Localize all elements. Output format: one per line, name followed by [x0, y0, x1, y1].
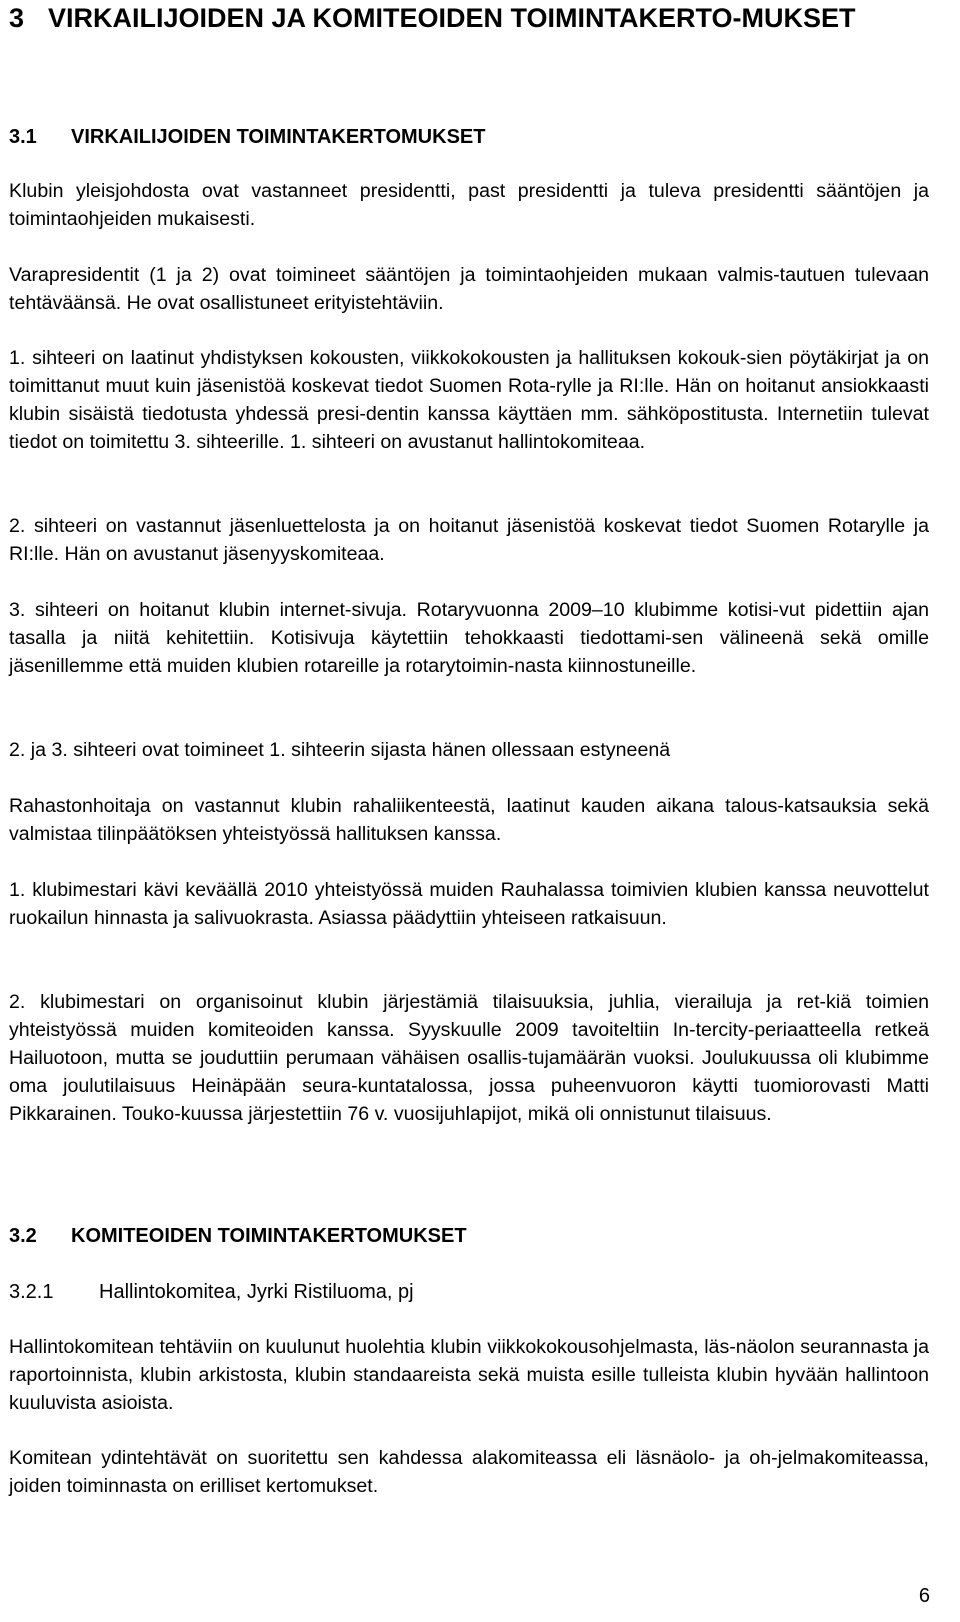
paragraph-secretary-2: 2. sihteeri on vastannut jäsenluettelosta ja on hoitanut jäsenistöä koskevat tiedot Suomen Rotarylle ja RI:lle. Hän on avustanut jäsenyyskomiteaa.	[9, 515, 929, 565]
paragraph-treasurer: Rahastonhoitaja on vastannut klubin rahaliikenteestä, laatinut kauden aikana talous-katsauksia sekä valmistaa tilinpäätöksen yhteistyössä hallituksen kanssa.	[9, 795, 929, 845]
page-number: 6	[918, 1585, 930, 1607]
paragraph-secretaries-substitute: 2. ja 3. sihteeri ovat toimineet 1. sihteerin sijasta hänen ollessaan estyneenä	[9, 739, 671, 761]
paragraph-administration-committee: Hallintokomitean tehtäviin on kuulunut huolehtia klubin viikkokokousohjelmasta, läs-näolon seurannasta ja raportoinnista, klubin arkistosta, klubin standaareista sekä muista esille tulleista klubin hyvään hallintoon kuuluvista asioista.	[9, 1336, 929, 1414]
paragraph-general-management: Klubin yleisjohdosta ovat vastanneet presidentti, past presidentti ja tuleva presidentti sääntöjen ja toimintaohjeiden mukaisesti.	[9, 180, 929, 230]
paragraph-vice-presidents: Varapresidentit (1 ja 2) ovat toimineet sääntöjen ja toimintaohjeiden mukaan valmis-tautuen tulevaan tehtäväänsä. He ovat osallistuneet erityistehtäviin.	[9, 264, 929, 314]
paragraph-committee-core-tasks: Komitean ydintehtävät on suoritettu sen kahdessa alakomiteassa eli läsnäolo- ja oh-jelmakomiteassa, joiden toiminnasta on erilliset kertomukset.	[9, 1447, 929, 1497]
subsection-number: 3.2.1	[9, 1281, 54, 1303]
section-number: 3.2	[9, 1225, 37, 1247]
chapter-title: VIRKAILIJOIDEN JA KOMITEOIDEN TOIMINTAKERTO-MUKSET	[48, 3, 856, 33]
chapter-number: 3	[9, 3, 25, 33]
subsection-title: Hallintokomitea, Jyrki Ristiluoma, pj	[99, 1281, 414, 1303]
paragraph-secretary-3: 3. sihteeri on hoitanut klubin internet-sivuja. Rotaryvuonna 2009–10 klubimme kotisi-vut pidettiin ajan tasalla ja niitä kehitettiin. Kotisivuja käytettiin tehokkaasti tiedottami-sen välineenä sekä omille jäsenillemme että muiden klubien rotareille ja rotarytoimin-nasta kiinnostuneille.	[9, 599, 929, 677]
section-title: VIRKAILIJOIDEN TOIMINTAKERTOMUKSET	[71, 126, 486, 148]
section-title: KOMITEOIDEN TOIMINTAKERTOMUKSET	[71, 1225, 467, 1247]
paragraph-secretary-1: 1. sihteeri on laatinut yhdistyksen kokousten, viikkokokousten ja hallituksen kokouk-sien pöytäkirjat ja on toimittanut muut kuin jäsenistöä koskevat tiedot Suomen Rota-rylle ja RI:lle. Hän on hoitanut ansiokkaasti klubin sisäistä tiedotusta yhdessä presi-dentin kanssa käyttäen mm. sähköpostitusta. Internetiin tulevat tiedot on toimitettu 3. sihteerille. 1. sihteeri on avustanut hallintokomiteaa.	[9, 347, 929, 453]
paragraph-club-master-1: 1. klubimestari kävi keväällä 2010 yhteistyössä muiden Rauhalassa toimivien klubien kanssa neuvottelut ruokailun hinnasta ja salivuokrasta. Asiassa päädyttiin yhteiseen ratkaisuun.	[9, 879, 929, 929]
paragraph-club-master-2: 2. klubimestari on organisoinut klubin järjestämiä tilaisuuksia, juhlia, vierailuja ja ret-kiä toimien yhteistyössä muiden komiteoiden kanssa. Syyskuulle 2009 tavoiteltiin In-tercity-periaatteella retkeä Hailuotoon, mutta se jouduttiin perumaan vähäisen osallis-tujamäärän vuoksi. Joulukuussa oli klubimme oma joulutilaisuus Heinäpään seura-kuntatalossa, jossa puheenvuoron käytti tuomiorovasti Matti Pikkarainen. Touko-kuussa järjestettiin 76 v. vuosijuhlapijot, mikä oli onnistunut tilaisuus.	[9, 991, 929, 1125]
section-number: 3.1	[9, 126, 37, 148]
